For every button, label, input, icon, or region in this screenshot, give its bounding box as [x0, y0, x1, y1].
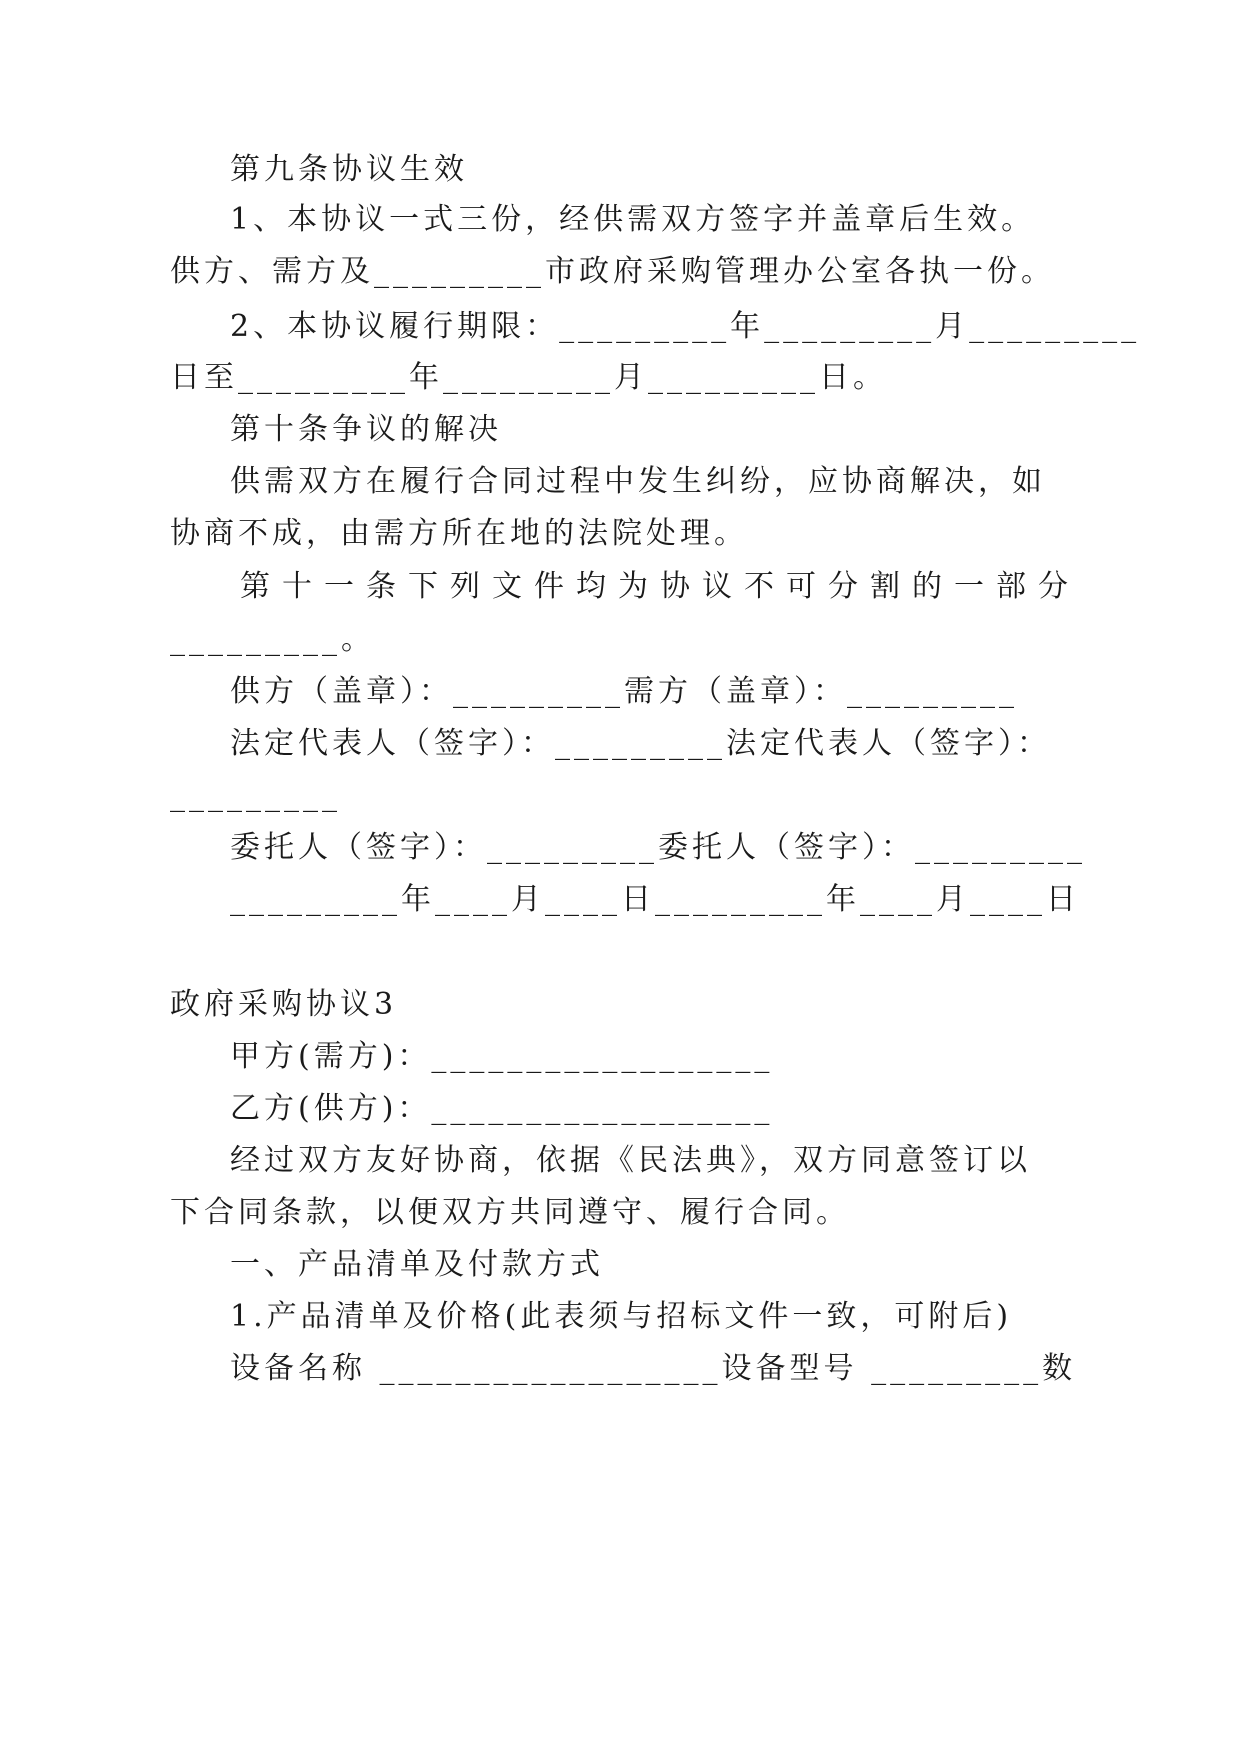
article10-line1: 供需双方在履行合同过程中发生纠纷，应协商解决，如 [230, 464, 1046, 499]
agreement3-title: 政府采购协议3 [170, 987, 398, 1022]
signature-seal-line: 供方（盖章）：_________需方（盖章）：_________ [230, 674, 1018, 709]
article9-p2-line1: 2、本协议履行期限：_________年_________月_________ [230, 309, 1141, 344]
section1-title: 一、产品清单及付款方式 [230, 1247, 604, 1282]
article9-p1-line2: 供方、需方及_________市政府采购管理办公室各执一份。 [170, 254, 1055, 289]
device-row-line: 设备名称 __________________设备型号 _________数 [230, 1351, 1077, 1386]
signature-date-line: _________年____月____日_________年____月____日 [230, 882, 1080, 917]
intro-line2: 下合同条款，以便双方共同遵守、履行合同。 [170, 1195, 850, 1230]
signature-legal-rep-blank: _________ [170, 778, 341, 813]
party-b-line: 乙方(供方)：__________________ [230, 1091, 774, 1126]
article11-line2: _________。 [170, 622, 375, 657]
article10-line2: 协商不成，由需方所在地的法院处理。 [170, 516, 748, 551]
signature-legal-rep-line: 法定代表人（签字）：_________法定代表人（签字）： [230, 726, 1051, 761]
article9-title: 第九条协议生效 [230, 152, 468, 187]
party-a-line: 甲方(需方)：__________________ [230, 1039, 774, 1074]
intro-line1: 经过双方友好协商，依据《民法典》，双方同意签订以 [230, 1143, 1031, 1178]
item1-line: 1.产品清单及价格(此表须与招标文件一致，可附后) [230, 1299, 1013, 1334]
article10-title: 第十条争议的解决 [230, 412, 502, 447]
article9-p1-line1: 1、本协议一式三份，经供需双方签字并盖章后生效。 [230, 202, 1036, 237]
signature-agent-line: 委托人（签字）：_________委托人（签字）：_________ [230, 830, 1086, 865]
article9-p2-line2: 日至_________年_________月_________日。 [170, 360, 887, 395]
article11-line1: 第十一条下列文件均为协议不可分割的一部分 [240, 569, 1080, 604]
